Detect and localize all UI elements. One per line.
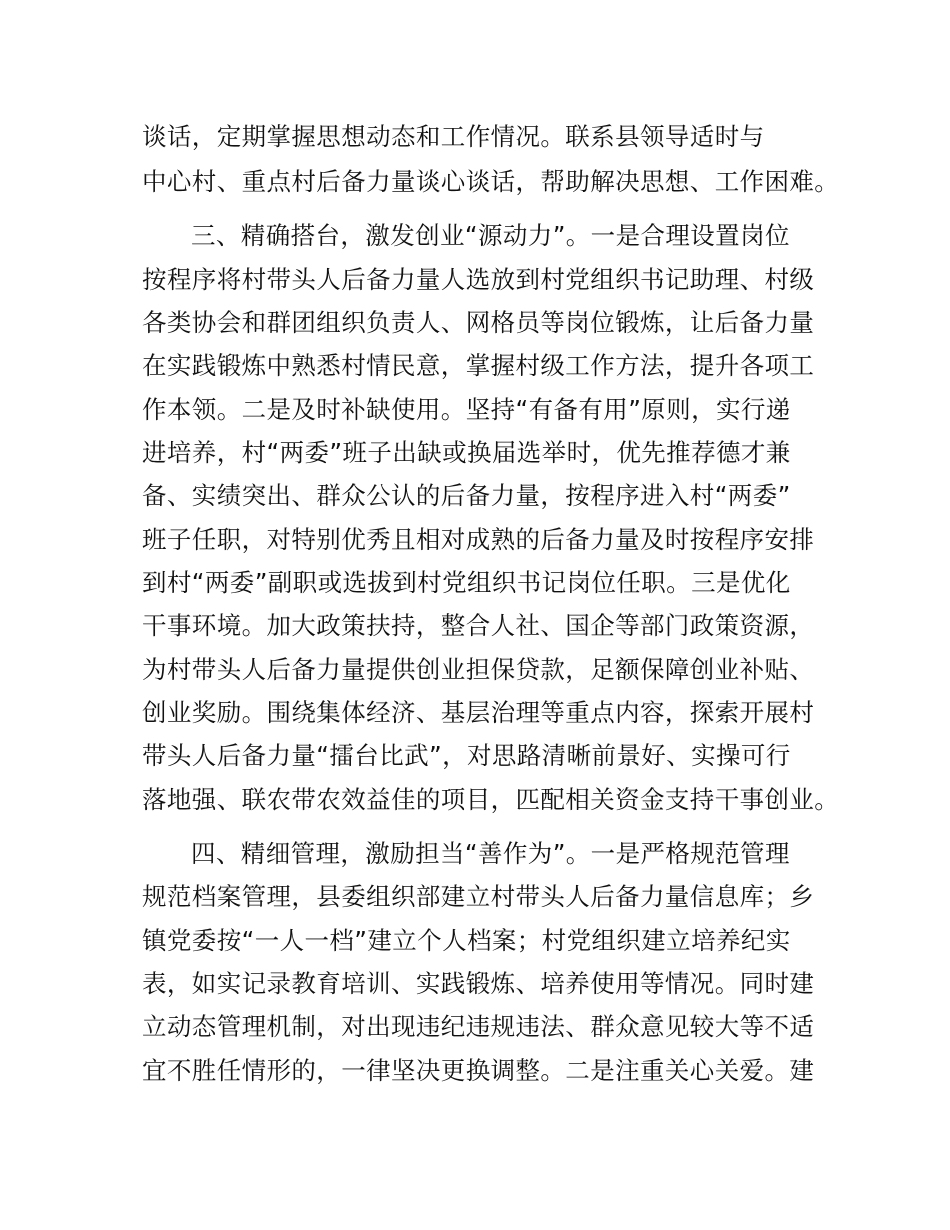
text-line: 备、实绩突出、群众公认的后备力量，按程序进入村“两委” [142, 481, 791, 510]
text-line: 为村带头人后备力量提供创业担保贷款，足额保障创业补贴、 [142, 655, 815, 684]
text-line: 宜不胜任情形的，一律坚决更换调整。二是注重关心关爱。建 [142, 1056, 815, 1085]
text-line: 谈话，定期掌握思想动态和工作情况。联系县领导适时与 [142, 122, 765, 151]
text-line: 立动态管理机制，对出现违纪违规违法、群众意见较大等不适 [142, 1012, 815, 1041]
text-line: 规范档案管理，县委组织部建立村带头人后备力量信息库；乡 [142, 882, 815, 911]
text-line: 按程序将村带头人后备力量人选放到村党组织书记助理、村级 [142, 265, 815, 294]
text-line: 到村“两委”副职或选拔到村党组织书记岗位任职。三是优化 [142, 568, 791, 597]
text-line: 干事环境。加大政策扶持，整合人社、国企等部门政策资源， [142, 611, 815, 640]
text-line: 带头人后备力量“擂台比武”，对思路清晰前景好、实操可行 [142, 741, 791, 770]
text-line: 在实践锻炼中熟悉村情民意，掌握村级工作方法，提升各项工 [142, 351, 815, 380]
text-line: 进培养，村“两委”班子出缺或换届选举时，优先推荐德才兼 [142, 438, 791, 467]
text-line: 镇党委按“一人一档”建立个人档案；村党组织建立培养纪实 [142, 926, 791, 955]
section-four-heading-line: 四、精细管理，激励担当“善作为”。一是严格规范管理 [191, 839, 790, 868]
text-line: 班子任职，对特别优秀且相对成熟的后备力量及时按程序安排 [142, 525, 815, 554]
text-line: 中心村、重点村后备力量谈心谈话，帮助解决思想、工作困难。 [142, 167, 840, 196]
section-three-heading-line: 三、精确搭台，激发创业“源动力”。一是合理设置岗位 [191, 221, 790, 250]
text-line: 落地强、联农带农效益佳的项目，匹配相关资金支持干事创业。 [142, 785, 840, 814]
text-line: 各类协会和群团组织负责人、网格员等岗位锻炼，让后备力量 [142, 308, 815, 337]
text-line: 作本领。二是及时补缺使用。坚持“有备有用”原则，实行递 [142, 395, 791, 424]
text-line: 创业奖励。围绕集体经济、基层治理等重点内容，探索开展村 [142, 698, 815, 727]
text-line: 表，如实记录教育培训、实践锻炼、培养使用等情况。同时建 [142, 969, 815, 998]
